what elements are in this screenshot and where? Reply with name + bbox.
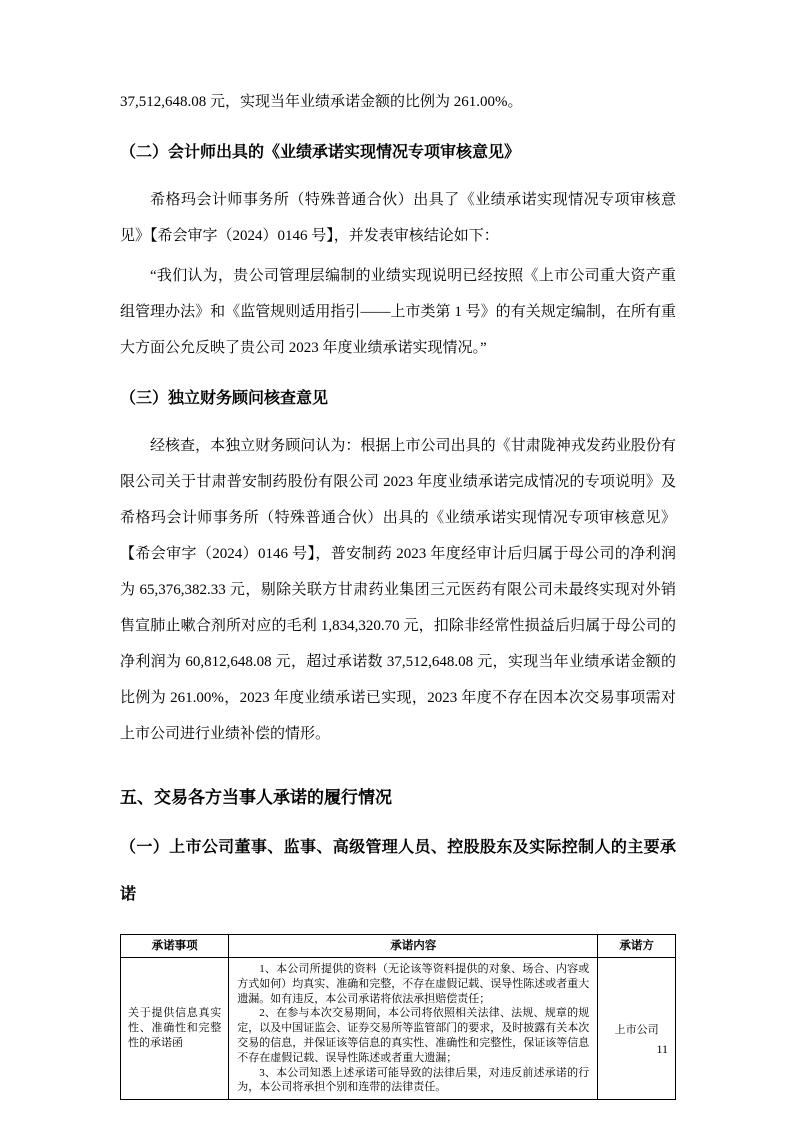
paragraph-accountant-quote: “我们认为，贵公司管理层编制的业绩实现说明已经按照《上市公司重大资产重组管理办法》和《监管规则适用指引——上市类第 1 号》的有关规定编制，在所有重大方面公允反映了贵公司 2023 年度业绩承诺实现情况。” [120, 268, 676, 356]
cell-commitment-party: 上市公司 [598, 958, 676, 1100]
commitment-content-item-2: 2、在参与本次交易期间，本公司将依照相关法律、法规、规章的规定，以及中国证监会、证券交易所等监管部门的要求，及时披露有关本次交易的信息，并保证该等信息的真实性、准确性和完整性，保证该等信息不存在虚假记载、误导性陈述或者重大遗漏； [237, 1007, 590, 1064]
commitment-content-item-1: 1、本公司所提供的资料（无论该等资料提供的对象、场合、内容或方式如何）均真实、准确和完整，不存在虚假记载、误导性陈述或者重大遗漏。如有违反，本公司承诺将依法承担赔偿责任； [237, 963, 590, 1005]
paragraph-advisor: 经核查，本独立财务顾问认为：根据上市公司出具的《甘肃陇神戎发药业股份有限公司关于甘肃普安制药股份有限公司 2023 年度业绩承诺完成情况的专项说明》及希格玛会计师事务所（特殊普通合伙）出具的《业绩承诺实现情况专项审核意见》【希会审字（2024）0146 号】，普安制药 2023 年度经审计后归属于母公司的净利润为 65,376,382.33 元，剔除关联方甘肃药业集团三元医药有限公司未最终实现对外销售宣肺止嗽合剂所对应的毛利 1,834,320.70 元，扣除非经常性损益后归属于母公司的净利润为 60,812,648.08 元，超过承诺数 37,512,648.08 元，实现当年业绩承诺金额的比例为 261.00%，2023 年度业绩承诺已实现，2023 年度不存在因本次交易事项需对上市公司进行业绩补偿的情形。 [120, 438, 676, 742]
commitments-table [120, 934, 676, 1100]
header-commitment-party: 承诺方 [598, 935, 676, 958]
heading-section-5-1: （一）上市公司董事、监事、高级管理人员、控股股东及实际控制人的主要承诺 [120, 839, 676, 903]
heading-section-5: 五、交易各方当事人承诺的履行情况 [120, 788, 392, 807]
commitment-content-item-3: 3、本公司知悉上述承诺可能导致的法律后果，对违反前述承诺的行为，本公司将承担个别和连带的法律责任。 [237, 1066, 590, 1094]
header-commitment-item: 承诺事项 [121, 935, 229, 958]
table-row [121, 958, 676, 1100]
page-number: 11 [656, 1042, 668, 1056]
heading-accountant-opinion: （二）会计师出具的《业绩承诺实现情况专项审核意见》 [120, 144, 521, 161]
header-commitment-content: 承诺内容 [229, 935, 598, 958]
cell-commitment-content [229, 958, 598, 1100]
cell-commitment-item: 关于提供信息真实性、准确性和完整性的承诺函 [121, 958, 229, 1100]
paragraph-carryover: 37,512,648.08 元，实现当年业绩承诺金额的比例为 261.00%。 [120, 94, 523, 110]
table-header-row [121, 935, 676, 958]
heading-advisor-opinion: （三）独立财务顾问核查意见 [120, 390, 329, 407]
paragraph-accountant: 希格玛会计师事务所（特殊普通合伙）出具了《业绩承诺实现情况专项审核意见》【希会审字（2024）0146 号】，并发表审核结论如下： [120, 192, 676, 244]
